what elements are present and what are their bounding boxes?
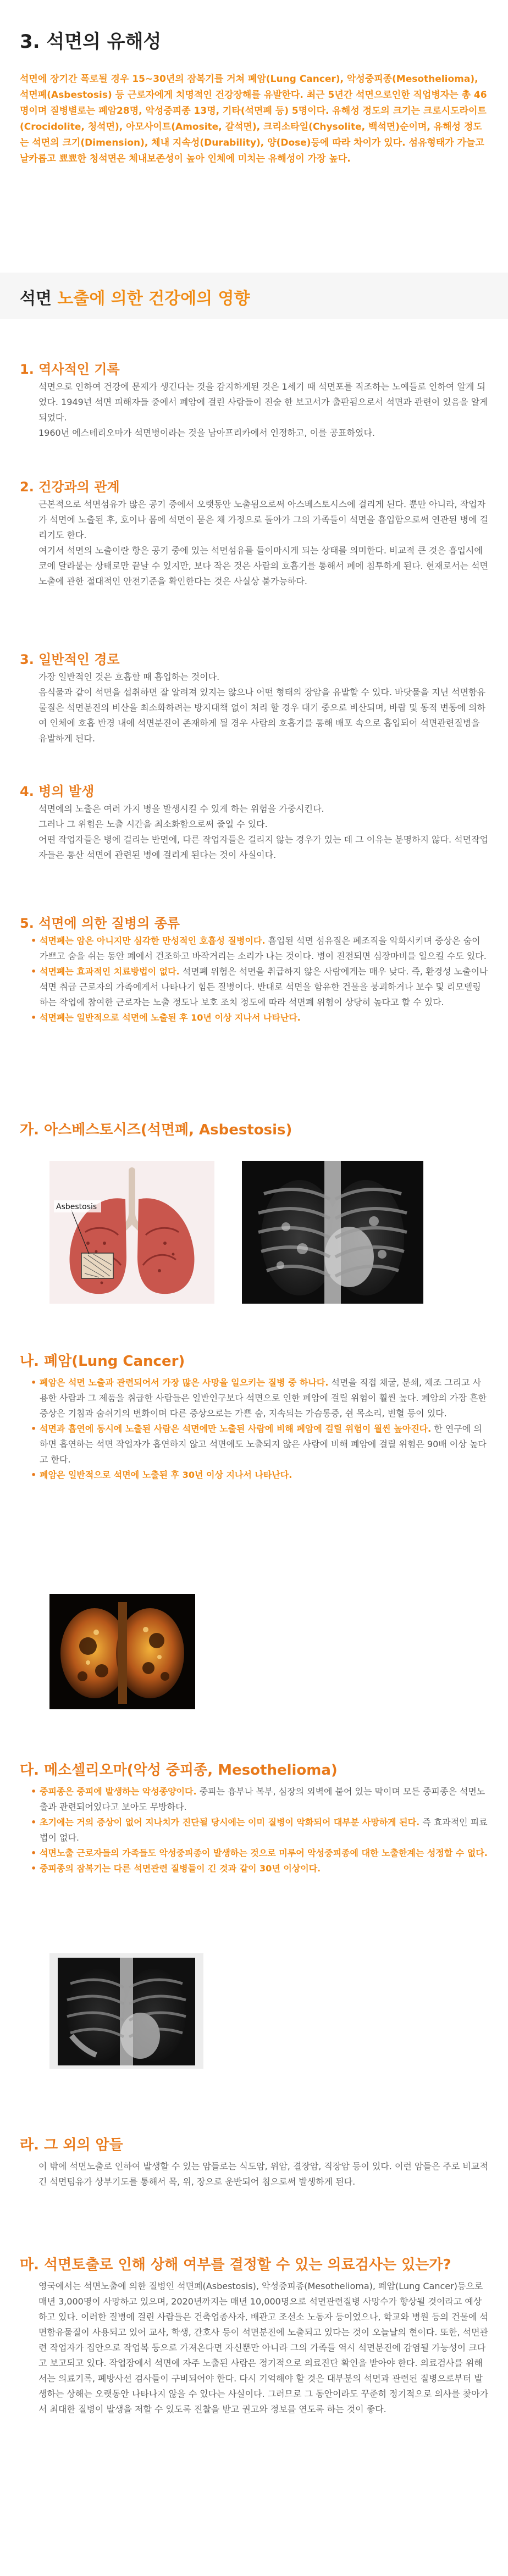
subsection-na-list [31, 1375, 489, 1483]
section-5-heading: 5. 석면에 의한 질병의 종류 [20, 916, 180, 931]
intro-paragraph: 석면에 장기간 폭로될 경우 15~30년의 잠복기를 거쳐 폐암(Lung Cancer), 악성중피종(Mesothelioma), 석면폐(Asbestosis) 등 근로자에게 치명적인 건강장해를 유발한다. 최근 5년간 석면으로인한 직업병자는 총 46명이며 질병별로는 폐암28명, 악성중피종 13명, 기타(석면폐 등) 5명이다. 유해성 정도의 크기는 크로시도라이트(Crocidolite, 청석면), 아모사이트(Amosite, 갈석면), 크리소타일(Chysolite, 백석면)순이며, 유해성 정도는 석면의 크기(Dimension), 체내 지속성(Durability), 양(Dose)등에 따라 차이가 있다. 섬유형태가 가늘고 날카롭고 뾰뾰한 청석면은 체내보존성이 높아 인체에 미치는 유해성이 가장 높다. [20, 74, 487, 164]
subsection-ra-heading: 라. 그 외의 암들 [20, 2137, 123, 2153]
ct-scan [49, 1594, 195, 1709]
asbestosis-label: Asbestosis [56, 1203, 97, 1211]
section-2-line: 여기서 석면의 노출이란 항은 공기 중에 있는 석면섬유를 들이마시게 되는 상태를 의미한다. 비교적 큰 것은 흡입시에 코에 달라붙는 상태로만 끝날 수 있지만, 보다 작은 것은 사람의 호흡기를 통해서 폐에 침투하게 된다. 현재로서는 석면노출에 관한 절대적인 안전기준을 확인한다는 것은 사실상 불가능하다. [38, 545, 488, 586]
chest-xray-2-graphic [49, 1953, 203, 2069]
section-1-line: 석면으로 인하여 건강에 문제가 생긴다는 것을 감지하게된 것은 1세기 때 석면포를 직조하는 노예들로 인하여 알게 되었다. 1949년 석면 피해자들 중에서 폐암에 걸린 사람들이 진술 한 보고서가 출판됨으로서 석면과 관련이 있음을 알게 되었다. [38, 381, 488, 423]
list-item: • 중피종의 잠복기는 다른 석면관련 질병들이 긴 것과 같이 30년 이상이다. [31, 1861, 489, 1876]
list-item: • 폐암은 일반적으로 석면에 노출된 후 30년 이상 지나서 나타난다. [31, 1467, 489, 1483]
section-4-line: 석면에의 노출은 여러 가지 병을 발생시킬 수 있게 하는 위험을 가중시킨다. [38, 804, 324, 814]
list-item: • 석면폐는 암은 아니지만 심각한 만성적인 호흡성 질병이다. 흡입된 석면 섬유질은 폐조직을 악화시키며 증상은 숨이 가쁘고 숨을 쉬는 동안 폐에서 건조하고 바작거리는 소리가 나는 것이다. 병이 진전되면 심장마비를 일으킬 수도 있다. [31, 933, 489, 964]
section-1-body [38, 379, 489, 441]
page-title: 3. 석면의 유해성 [20, 31, 162, 53]
section-1-line: 1960년 에스테리오마가 석면병이라는 것을 남아프리카에서 인정하고, 이를 공표하였다. [38, 428, 375, 438]
section-2-heading: 2. 건강과의 관계 [20, 479, 120, 495]
section-2-line: 근본적으로 석면섬유가 많은 공기 중에서 오랫동안 노출됨으로써 아스베스토시스에 걸리게 된다. 뿐만 아니라, 작업자가 석면에 노출된 후, 호이나 몸에 석면이 묻은 채 가정으로 돌아가 그의 가족들이 석면을 흡입함으로써 연관된 병에 걸리기도 한다. [38, 499, 488, 540]
ct-scan-graphic [49, 1594, 195, 1709]
subsection-ga-heading: 가. 아스베스토시즈(석면폐, Asbestosis) [20, 1122, 292, 1138]
section-4-heading: 4. 병의 발생 [20, 784, 95, 799]
list-item: • 초기에는 거의 증상이 없어 지나치가 진단될 당시에는 이미 질병이 악화되어 대부분 사망하게 된다. 즉 효과적인 피료법이 없다. [31, 1815, 489, 1846]
lung-illustration [49, 1161, 214, 1304]
list-item: • 석면노출 근로자들의 가족들도 악성중피종이 발생하는 것으로 미루어 악성중피종에 대한 노출한계는 성정할 수 없다. [31, 1846, 489, 1861]
list-item: • 석면과 흡연에 동시에 노출된 사람은 석면에만 노출된 사람에 비해 폐암에 걸릴 위험이 월씬 높아진다. 한 연구에 의하면 흡연하는 석면 작업자가 흡연하지 않고 석면에도 노출되지 않은 사람에 비해 폐암에 걸릴 위험은 90배 이상 높다고 한다. [31, 1421, 489, 1467]
subsection-na-heading: 나. 폐암(Lung Cancer) [20, 1353, 185, 1370]
section-4-line: 그러나 그 위험은 노출 시간을 최소화함으로써 줄일 수 있다. [38, 819, 268, 829]
lung-illustration-graphic [49, 1161, 214, 1304]
section-3-body [38, 669, 489, 746]
subsection-ra-body: 이 밖에 석면노출로 인하여 발생할 수 있는 암들로는 식도암, 위암, 결장암, 직장암 등이 있다. 이런 암들은 주로 비교적 긴 석면텀유가 상부기도를 통해서 목, 위, 장으로 운반되어 침으로써 발생하게 된다. [38, 2161, 488, 2187]
chest-xray-graphic [242, 1161, 423, 1304]
section-4-line: 어떤 작업자들은 병에 걸리는 반면에, 다른 작업자들은 걸리지 않는 경우가 있는 데 그 이유는 분명하지 않다. 석면작업자들은 통산 석면에 관련된 병에 걸리게 된다는 것이 사실이다. [38, 834, 488, 860]
band-title [20, 285, 250, 309]
band-title-highlight: 노출에 의한 건강에의 영향 [57, 289, 250, 308]
section-3-line: 가장 일반적인 것은 호흡할 때 흡입하는 것이다. [38, 672, 220, 682]
section-1-heading: 1. 역사적인 기록 [20, 362, 120, 377]
subsection-ma-heading: 마. 석면토출로 인해 상해 여부를 결정할 수 있는 의료검사는 있는가? [20, 2257, 451, 2273]
list-item: • 중피종은 중피에 발생하는 악성종양이다. 중피는 흉부나 복부, 심장의 외벽에 붙어 있는 막이며 모든 중피종은 석면노출과 관련되어있다고 보아도 무방하다. [31, 1784, 489, 1815]
list-item: • 폐암은 석면 노출과 관련되어서 가장 많은 사망을 일으키는 질병 중 하나다. 석면을 직접 채굴, 분쇄, 제조 그리고 사용한 사람과 그 제품을 취급한 사람들은 일반인구보다 석면으로 인한 폐암에 걸릴 위험이 훨씬 높다. 폐암의 가장 흔한 증상은 기침과 숨쉬기의 변화이며 다른 증상으로는 가쁜 숨, 지속되는 가슴통증, 쉰 목소리, 빈혈 등이 있다. [31, 1375, 489, 1421]
chest-xray-2 [49, 1953, 203, 2069]
list-item: • 석면폐는 효과적인 치료방법이 없다. 석면폐 위험은 석면을 취급하지 않은 사람에게는 매우 낮다. 즉, 환경성 노출이나 석면 취급 근로자의 가족에게서 나타나기 힘든 질병이다. 반대로 석면을 함유한 건물을 붕괴하거나 보수 및 리모델링하는 작업에 참여한 근로자는 노출 정도나 보호 조치 정도에 따라 석면폐 위험이 상당히 높다고 할 수 있다. [31, 964, 489, 1010]
band-title-pre: 석면 [20, 289, 58, 308]
section-5-list [31, 933, 489, 1026]
subsection-ma-body: 영국에서는 석면노출에 의한 질병인 석면폐(Asbestosis), 악성중피종(Mesothelioma), 폐암(Lung Cancer)등으로 매년 3,000명이 사망하고 있으며, 2020년까지는 매년 10,000명으로 석면관련질병 사망수가 향상될 것이라고 예상하고 있다. 이러한 질병에 걸린 사람들은 건축업종사자, 배관고 조선소 노동자 등이었으나, 학교와 병원 등의 건물에 석면함유물질이 사용되고 있어 교사, 학생, 간호사 등이 석면분진에 노출되고 있다는 것이 오늘날의 현이다. 또한, 석면관련 작업자가 집안으로 작업복 등으로 가져온다면 자신뿐만 아니라 그의 가족들 역시 석면분진에 감염될 가능성이 크다고 보고되고 있다. 작업장에서 석면에 자주 노출된 사람은 정기적으로 의료진단 확인을 받아야 한다. 의료검사를 위해서는 의료기록, 폐방사선 검사들이 구비되어야 한다. 다시 기억해야 할 것은 대부분의 석면과 관련된 질병으로부터 발생하는 상해는 오랫동안 나타나지 않을 수 있다는 사실이다. 그러므로 그 동안이라도 꾸준히 정기적으로 의사를 찾아가서 최대한 질병이 발생을 저할 수 있도록 진찰을 받고 권고와 정보를 연도록 하는 것이 좋다. [38, 2281, 489, 2414]
subsection-da-heading: 다. 메소셀리오마(악성 중피종, Mesothelioma) [20, 1762, 338, 1779]
section-band [0, 273, 508, 319]
section-2-body [38, 497, 489, 589]
chest-xray [242, 1161, 423, 1304]
subsection-da-list [31, 1784, 489, 1876]
list-item: • 석면폐는 일반적으로 석면에 노출된 후 10년 이상 지나서 나타난다. [31, 1010, 489, 1026]
section-3-heading: 3. 일반적인 경로 [20, 652, 120, 667]
section-4-body [38, 801, 489, 863]
section-3-line: 음식물과 같이 석면을 섭취하면 잘 알려져 있지는 않으나 어떤 형태의 장암을 유발할 수 있다. 바닷물을 지닌 석면함유물질은 석면분진의 비산을 최소화하려는 방지대책 없이 처리 할 경우 대기 중으로 비산되며, 바람 및 동적 변동에 의하여 인체에 호흡 반경 내에 석면분진이 존재하게 될 경우 사람의 호흡기를 통해 배포 속으로 흡입되어 석면관련질병을 유발하게 된다. [38, 687, 485, 744]
